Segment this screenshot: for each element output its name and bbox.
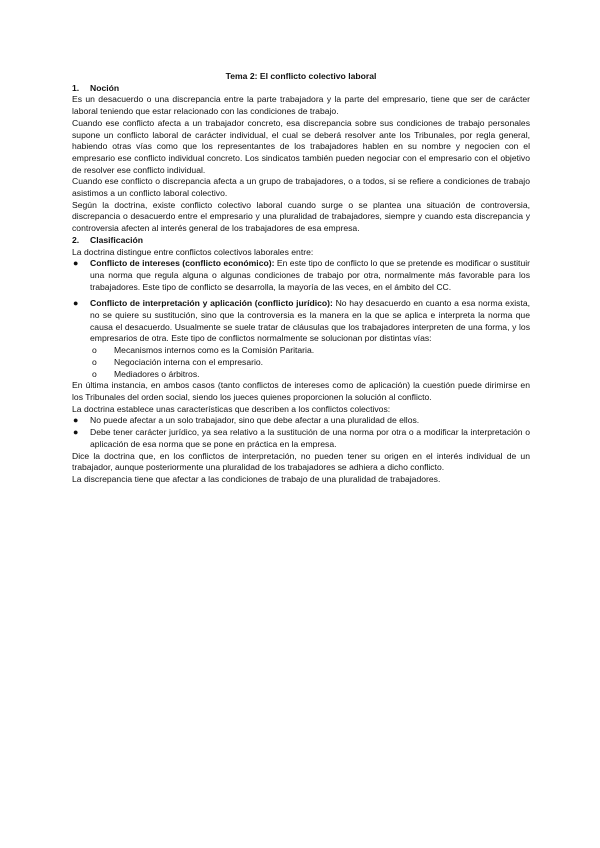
list-item: ● Debe tener carácter jurídico, ya sea relativo a la sustitución de una norma por otra o a modificar la interpretación o aplicación de esa norma que se pone en práctica en la empresa. xyxy=(73,427,530,449)
document-body xyxy=(72,71,530,486)
section-heading-clasificacion xyxy=(72,235,530,247)
section-heading-nocion xyxy=(72,83,530,95)
paragraph: Cuando ese conflicto afecta a un trabajador concreto, esa discrepancia sobre sus condiciones de trabajo personales supone un conflicto laboral de carácter individual, el cual se deberá resolver ante los Tribunales, por regla general, habiendo otras vías como que los representantes de los trabajadores hablen en su nombre y negocien con el empresario ese conflicto individual concreto. Los sindicatos también pueden negociar con el empresario con el objetivo de resolver ese conflicto individual. xyxy=(72,117,530,175)
list-item xyxy=(72,298,530,380)
section-title: Clasificación xyxy=(90,234,144,245)
section-number: 1. xyxy=(72,82,80,93)
classification-list xyxy=(72,258,530,380)
bullet-icon: ● xyxy=(73,258,79,269)
bullet-icon: ● xyxy=(73,415,79,426)
characteristics-list xyxy=(72,415,530,450)
paragraph: La doctrina distingue entre conflictos colectivos laborales entre: xyxy=(72,246,314,257)
document-title: Tema 2: El conflicto colectivo laboral xyxy=(225,71,377,81)
sub-list-item: o Mediadores o árbitros. xyxy=(92,368,200,379)
paragraph: Según la doctrina, existe conflicto colectivo laboral cuando surge o se plantea una situación de controversia, discrepancia o desacuerdo entre el empresario y una pluralidad de trabajadores, siempre y cuando esta discrepancia y controversia afecten al interés general de los trabajadores de esa empresa. xyxy=(72,199,530,234)
circle-bullet-icon: o xyxy=(92,368,97,379)
list-item xyxy=(72,258,530,293)
section-number: 2. xyxy=(72,234,80,245)
sub-list-item: o Mecanismos internos como es la Comisión Paritaria. xyxy=(92,345,315,356)
item-text: En este tipo de conflicto lo que se pretende es modificar o sustituir una norma que regula alguna o algunas condiciones de trabajo por otra, normalmente más favorable para los trabajadores. Este tipo de conflicto se desarrolla, la mayoría de las veces, en el ámbito del CC. xyxy=(90,258,530,292)
paragraph: La discrepancia tiene que afectar a las condiciones de trabajo de una pluralidad de trabajadores. xyxy=(72,473,441,484)
item-label: Conflicto de interpretación y aplicación (conflicto jurídico): xyxy=(90,298,333,309)
paragraph: En última instancia, en ambos casos (tanto conflictos de intereses como de aplicación) la cuestión puede dirimirse en los Tribunales del orden social, siendo los jueces quienes proporcionen la solución al conflicto. xyxy=(72,380,530,402)
bullet-icon: ● xyxy=(73,298,79,309)
paragraph: Cuando ese conflicto o discrepancia afecta a un grupo de trabajadores, o a todos, si se refiere a condiciones de trabajo asistimos a un conflicto laboral colectivo. xyxy=(72,176,530,199)
paragraph: Dice la doctrina que, en los conflictos de interpretación, no pueden tener su origen en el interés individual de un trabajador, aunque posteriormente una pluralidad de los trabajadores se adhiera a dicho conflicto. xyxy=(72,450,530,473)
sub-list-item: o Negociación interna con el empresario. xyxy=(92,356,264,367)
item-label: Conflicto de intereses (conflicto económico): xyxy=(90,258,275,269)
list-item: ● No puede afectar a un solo trabajador, sino que debe afectar a una pluralidad de ellos. xyxy=(73,415,420,426)
sub-list xyxy=(90,345,530,380)
circle-bullet-icon: o xyxy=(92,356,97,367)
section-title: Noción xyxy=(90,82,120,93)
item-text: No hay desacuerdo en cuanto a esa norma exista, no se quiere su sustitución, sino que la controversia es la manera en la que se aplica e interpreta la norma que causa el desacuerdo. Usualmente se suele tratar de cláusulas que los trabajadores interpreten de una forma, y los empresarios de otra. Este tipo de conflictos normalmente se solucionan por distintas vías: xyxy=(90,298,531,344)
paragraph: La doctrina establece unas características que describen a los conflictos colectivos: xyxy=(72,403,391,414)
paragraph: Es un desacuerdo o una discrepancia entre la parte trabajadora y la parte del empresario, tiene que ser de carácter laboral teniendo que estar relacionado con las condiciones de trabajo. xyxy=(72,94,530,117)
bullet-icon: ● xyxy=(73,427,79,438)
circle-bullet-icon: o xyxy=(92,345,97,356)
